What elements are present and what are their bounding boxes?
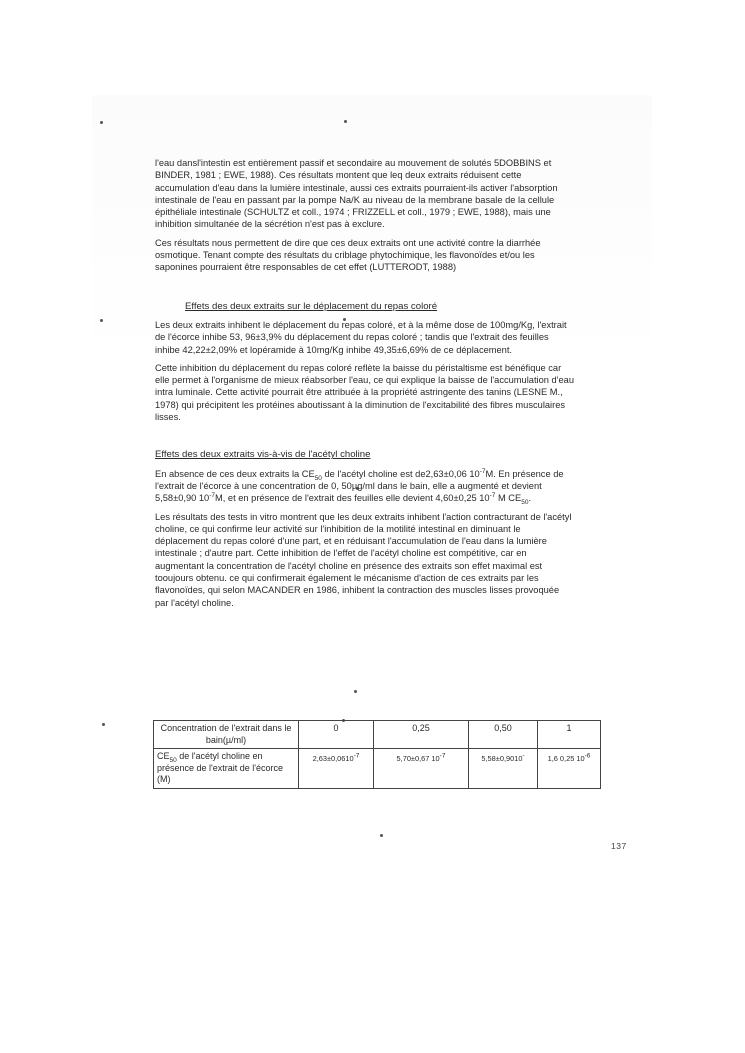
heading-colored-meal: Effets des deux extraits sur le déplacement du repas coloré bbox=[185, 300, 438, 312]
table-concentration-cell: 1 bbox=[538, 721, 601, 749]
scan-speck bbox=[102, 723, 105, 726]
table-header-label: Concentration de l'extrait dans le bain(µ/ml) bbox=[154, 721, 299, 749]
paragraph-ec50-results: En absence de ces deux extraits la $CE_{50}$ de l'acétyl choline est de2,63±0,06 $10^{-7}M$. En présence de l'extrait de l'écorce à une concentration de 0, 50µg/ml dans le bain, elle a augmenté et devient 5,58±0,90 $10^{-7}M$, et en présence de l'extrait des feuilles elle devient 4,60±0,25 $10^{-7}$ M $CE_{50}$. bbox=[155, 467, 564, 507]
table-value-cell: 5,58±0,9010- bbox=[469, 749, 538, 789]
table-concentration-cell: 0,25 bbox=[374, 721, 469, 749]
scan-speck bbox=[344, 120, 347, 123]
scan-speck bbox=[100, 121, 103, 124]
scan-speck bbox=[380, 834, 383, 837]
table-value-cell: 5,70±0,67 $10^{-7}$ bbox=[374, 749, 469, 789]
table-concentration-cell: 0 bbox=[299, 721, 374, 749]
page-number: 137 bbox=[611, 841, 627, 851]
paragraph-in-vitro-results: Les résultats des tests in vitro montrent que les deux extraits inhibent l'action contracturant de l'acétyl choline, ce qui confirme leur activité sur l'inhibition de la motilité intestinal en diminuant le déplacement du repas coloré d'une part, et en réduisant l'accumulation de l'eau dans la lumière intestinale ; d'autre part. Cette inhibition de l'effet de l'acétyl choline est compétitive, car en augmentant la concentration de l'acétyl choline en présence des extraits son effet maximal est tooujours obtenu. ce qui confirmerait également le mécanisme d'action de ces extraits par les flavonoïdes, qui selon MACANDER en 1986, inhibent la contraction des muscles lisses provoquée par l'acétyl choline. bbox=[155, 511, 572, 608]
table-value-cell: 1,6 0,25 $10^{-6}$ bbox=[538, 749, 601, 789]
results-table bbox=[153, 720, 601, 789]
table-row-label: $CE_{50}$ de l'acétyl choline en présence de l'extrait de l'écorce (M) bbox=[154, 749, 299, 789]
document-body bbox=[155, 157, 575, 609]
paragraph-meal-inhibition: Les deux extraits inhibent le déplacement du repas coloré, et à la même dose de 100mg/Kg, l'extrait de l'écorce inhibe 53, 96±3,9% du déplacement du repas coloré ; tandis que l'extrait des feuilles inhibe 42,22±2,09% et lopéramide à 10mg/Kg inhibe 49,35±6,69% de ce déplacement. bbox=[155, 319, 567, 355]
table-row bbox=[154, 749, 601, 789]
paragraph-intestinal-absorption: l'eau dansl'intestin est entièrement passif et secondaire au mouvement de solutés 5DOBBINS et BINDER, 1981 ; EWE, 1988). Ces résultats montent que leq deux extraits réduisent cette accumulation d'eau dans la lumière intestinale, aussi ces extraits pourraient-ils activer l'absorption intestinale de l'eau en passant par la pompe Na/K au niveau de la membrane basale de la cellule épithéliale intestinale (SCHULTZ et coll., 1974 ; FRIZZELL et coll., 1979 ; EWE, 1988), mais une inhibition simultanée de la sécrétion n'est pas à exclure. bbox=[155, 158, 558, 230]
paragraph-osmotic-diarrhea: Ces résultats nous permettent de dire que ces deux extraits ont une activité contre la diarrhée osmotique. Tenant compte des résultats du criblage phytochimique, les flavonoïdes et/ou les saponines pourraient être responsables de cet effet (LUTTERODT, 1988) bbox=[155, 237, 541, 273]
heading-acetylcholine: Effets des deux extraits vis-à-vis de l'acétyl choline bbox=[155, 449, 371, 461]
table-value-cell: $2,63\pm 0,0610^{-7}$ bbox=[299, 749, 374, 789]
paragraph-peristaltism: Cette inhibition du déplacement du repas coloré reflète la baisse du péristaltisme est bénéfique car elle permet à l'organisme de mieux réabsorber l'eau, ce qui explique la baisse de l'accumulation d'eau intra luminale. Cette activité pourrait être attribuée à la propriété astringente des tanins (LESNE M., 1978) qui précipitent les protéines aboutissant à la diminution de l'excitabilité des fibres musculaires lisses. bbox=[155, 362, 574, 423]
table-concentration-cell: 0,50 bbox=[469, 721, 538, 749]
scan-speck bbox=[100, 319, 103, 322]
scan-speck bbox=[354, 690, 357, 693]
table-header-row bbox=[154, 721, 601, 749]
